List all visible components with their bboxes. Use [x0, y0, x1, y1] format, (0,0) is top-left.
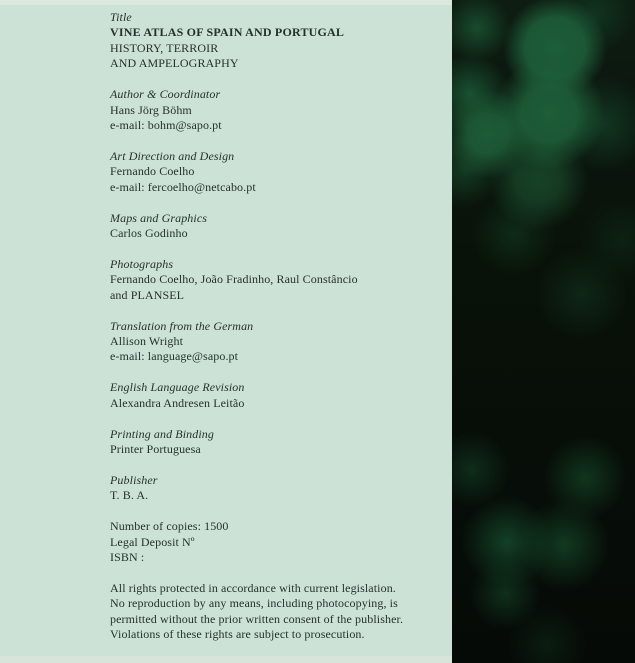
section-art-direction: [110, 149, 440, 195]
isbn-line: ISBN :: [110, 550, 145, 565]
book-subtitle-line: AND AMPELOGRAPHY: [110, 56, 239, 71]
rights-line: No reproduction by any means, including photocopying, is: [110, 596, 398, 611]
credit-role: Author & Coordinator: [110, 87, 221, 102]
section-translation: [110, 319, 440, 365]
page-edge-bottom: [0, 656, 452, 663]
section-publisher: [110, 473, 440, 504]
book-subtitle-line: HISTORY, TERROIR: [110, 40, 219, 55]
section-edition-details: [110, 519, 440, 565]
credit-name: Printer Portuguesa: [110, 442, 201, 457]
credit-name: Allison Wright: [110, 334, 184, 348]
credit-name: Fernando Coelho: [110, 164, 195, 179]
colophon-text-column: [110, 10, 440, 643]
section-photographs: [110, 257, 440, 303]
credit-name: Hans Jörg Böhm: [110, 102, 192, 117]
section-title: [110, 10, 440, 72]
credit-role: Maps and Graphics: [110, 210, 208, 225]
page-edge-top: [0, 0, 452, 5]
credit-role: Publisher: [110, 472, 158, 487]
credit-role: Translation from the German: [110, 318, 254, 333]
credit-email: e-mail: language@sapo.pt: [110, 349, 239, 364]
copies-line: Number of copies: 1500: [110, 519, 229, 534]
rights-line: Violations of these rights are subject to prosecution.: [110, 627, 365, 642]
section-printing: [110, 427, 440, 458]
section-maps-graphics: [110, 211, 440, 242]
credit-role: Art Direction and Design: [110, 148, 235, 163]
credit-email: e-mail: fercoelho@netcabo.pt: [110, 179, 256, 194]
credit-name: Fernando Coelho, João Fradinho, Raul Constâncio: [110, 272, 358, 287]
legal-deposit-line: Legal Deposit Nº: [110, 534, 195, 549]
section-rights-notice: [110, 581, 440, 643]
rights-line: All rights protected in accordance with current legislation.: [110, 580, 396, 595]
credit-email: e-mail: bohm@sapo.pt: [110, 117, 222, 132]
credit-role: Printing and Binding: [110, 426, 214, 441]
section-language-revision: [110, 380, 440, 411]
credit-name: T. B. A.: [110, 488, 149, 503]
credit-role: English Language Revision: [110, 380, 245, 395]
section-author: [110, 87, 440, 133]
credit-name: and PLANSEL: [110, 287, 185, 302]
book-title-line: VINE ATLAS OF SPAIN AND PORTUGAL: [110, 25, 345, 40]
credit-role: Photographs: [110, 256, 174, 271]
rights-line: permitted without the prior written consent of the publisher.: [110, 611, 404, 626]
credit-name: Carlos Godinho: [110, 225, 188, 240]
credit-name: Alexandra Andresen Leitão: [110, 395, 245, 410]
grapes-photo: [452, 0, 635, 663]
credit-role: Title: [110, 10, 132, 24]
